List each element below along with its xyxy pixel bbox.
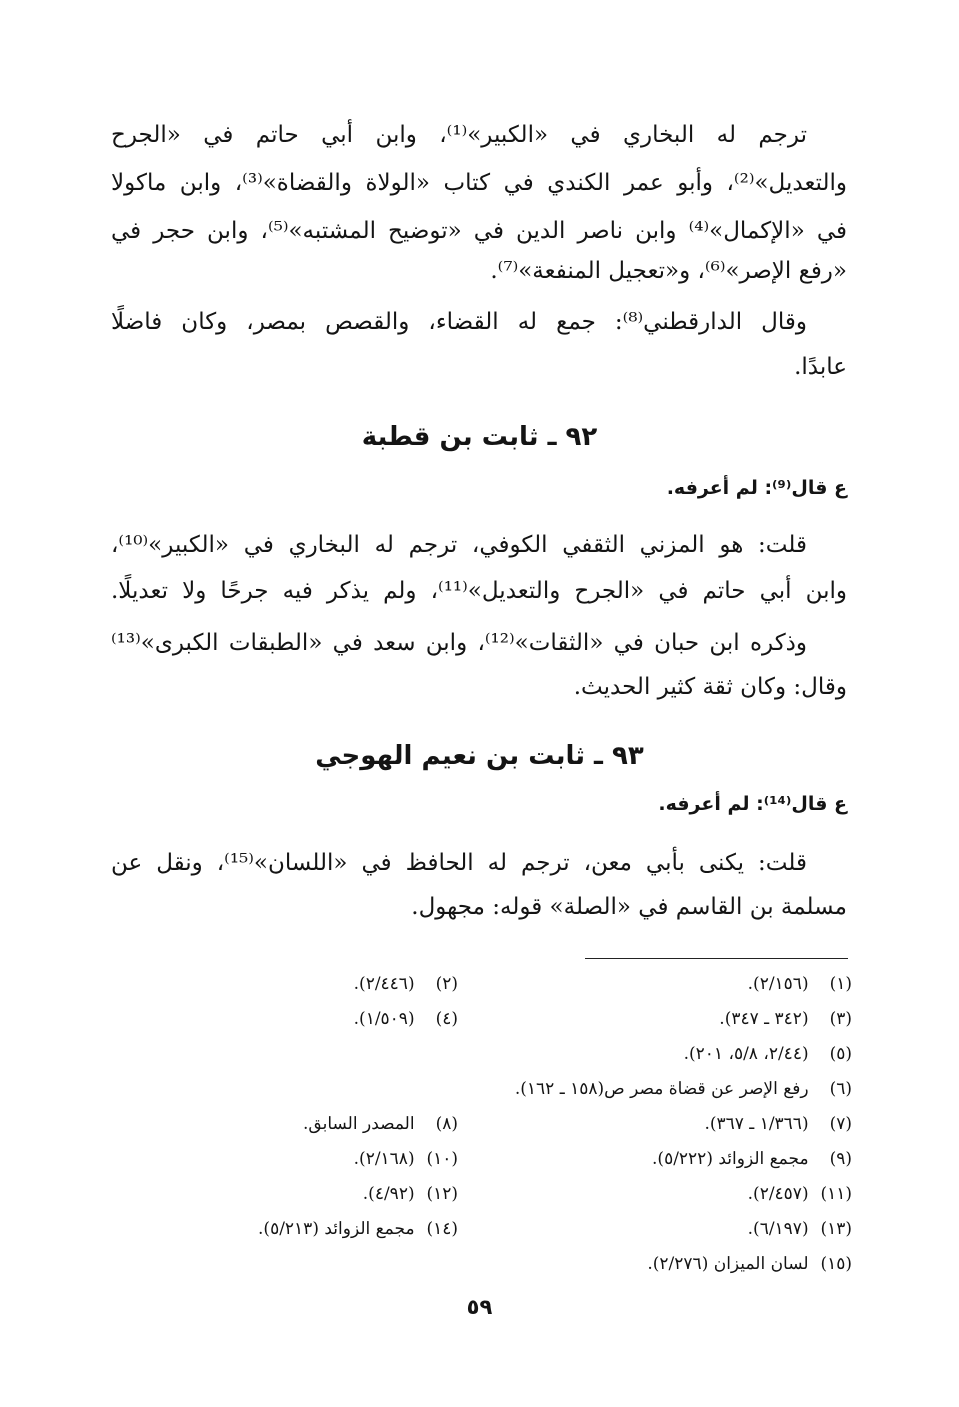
footnote-6 bbox=[515, 1073, 852, 1105]
entry-93-said: ع قال⁽¹⁴⁾: لم أعرفه. bbox=[658, 793, 847, 815]
footnote-8-number: (٨) bbox=[435, 1114, 458, 1134]
footnote-9-text: مجمع الزوائد (٥/٢٢٢). bbox=[652, 1149, 809, 1169]
footnote-10-text: (٢/١٦٨). bbox=[353, 1149, 415, 1169]
footnote-2-text: (٢/٤٤٦). bbox=[353, 974, 415, 994]
entry-92-p2-line-1: وذكره ابن حبان في «الثقات»⁽¹²⁾، وابن سعد في «الطبقات الكبرى»⁽¹³⁾ bbox=[111, 630, 807, 656]
footnote-8 bbox=[303, 1108, 458, 1140]
footnote-4-text: (١/٥٠٩). bbox=[353, 1009, 415, 1029]
footnote-8-text: المصدر السابق. bbox=[303, 1114, 415, 1134]
footnote-10 bbox=[354, 1143, 458, 1175]
footnote-10-number: (١٠) bbox=[426, 1149, 458, 1169]
footnote-7-text: (١/٣٦٦ ـ ٣٦٧). bbox=[704, 1114, 809, 1134]
footnote-1 bbox=[748, 968, 852, 1000]
footnote-1-number: (١) bbox=[829, 974, 852, 994]
footnote-3 bbox=[719, 1003, 852, 1035]
intro-line-1: ترجم له البخاري في «الكبير»⁽¹⁾، وابن أبي حاتم في «الجرح bbox=[111, 122, 807, 148]
footnote-6-text: رفع الإصر عن قضاة مصر ص(١٥٨ ـ ١٦٢). bbox=[514, 1079, 809, 1099]
footnote-2-number: (٢) bbox=[435, 974, 458, 994]
entry-93-heading: ٩٣ ـ ثابت بن نعيم الهوجي bbox=[315, 741, 644, 771]
footnote-11 bbox=[748, 1178, 852, 1210]
intro-line-2: والتعديل»⁽²⁾، وأبو عمر الكندي في كتاب «الولاة والقضاة»⁽³⁾، وابن ماكولا bbox=[111, 170, 847, 196]
footnote-3-number: (٣) bbox=[829, 1009, 852, 1029]
footnote-5 bbox=[684, 1038, 852, 1070]
entry-92-p1-line-2: وابن أبي حاتم في «الجرح والتعديل»⁽¹¹⁾، ولم يذكر فيه جرحًا ولا تعديلًا. bbox=[111, 578, 847, 604]
daraqutni-line-1: وقال الدارقطني⁽⁸⁾: جمع له القضاء، والقصص بمصر، وكان فاضلًا bbox=[111, 309, 807, 335]
daraqutni-line-2: عابدًا. bbox=[794, 354, 847, 380]
footnote-12-text: (٤/٩٢). bbox=[362, 1184, 415, 1204]
footnote-separator bbox=[585, 958, 848, 959]
footnote-13-text: (٦/١٩٧). bbox=[747, 1219, 809, 1239]
footnote-5-number: (٥) bbox=[829, 1044, 852, 1064]
intro-line-4: «رفع الإصر»⁽⁶⁾، و«تعجيل المنفعة»⁽⁷⁾. bbox=[490, 258, 847, 284]
footnote-7-number: (٧) bbox=[829, 1114, 852, 1134]
footnote-15-number: (١٥) bbox=[820, 1254, 852, 1274]
footnote-13 bbox=[748, 1213, 852, 1245]
footnote-1-text: (٢/١٥٦). bbox=[747, 974, 809, 994]
footnote-14-text: مجمع الزوائد (٥/٢١٣). bbox=[258, 1219, 415, 1239]
footnote-11-number: (١١) bbox=[820, 1184, 852, 1204]
footnote-4-number: (٤) bbox=[435, 1009, 458, 1029]
footnote-15 bbox=[647, 1248, 852, 1280]
footnote-3-text: (٣٤٢ ـ ٣٤٧). bbox=[719, 1009, 809, 1029]
footnote-15-text: لسان الميزان (٢/٢٧٦). bbox=[647, 1254, 809, 1274]
footnote-13-number: (١٣) bbox=[820, 1219, 852, 1239]
footnote-14-number: (١٤) bbox=[426, 1219, 458, 1239]
footnote-4 bbox=[354, 1003, 458, 1035]
footnote-14 bbox=[258, 1213, 458, 1245]
footnote-6-number: (٦) bbox=[829, 1079, 852, 1099]
footnote-2 bbox=[354, 968, 458, 1000]
entry-93-p1-line-2: مسلمة بن القاسم في «الصلة» قوله: مجهول. bbox=[411, 894, 847, 920]
footnote-5-text: (٢/٤٤، ٥/٨، ٢٠١). bbox=[683, 1044, 809, 1064]
footnote-11-text: (٢/٤٥٧). bbox=[747, 1184, 809, 1204]
footnote-12-number: (١٢) bbox=[426, 1184, 458, 1204]
entry-92-heading: ٩٢ ـ ثابت بن قطبة bbox=[361, 422, 598, 452]
footnote-12 bbox=[363, 1178, 458, 1210]
page-number: ٥٩ bbox=[466, 1295, 493, 1319]
intro-line-3: في «الإكمال»⁽⁴⁾ وابن ناصر الدين في «توضيح المشتبه»⁽⁵⁾، وابن حجر في bbox=[111, 218, 847, 244]
footnote-9-number: (٩) bbox=[829, 1149, 852, 1169]
footnote-9 bbox=[652, 1143, 852, 1175]
entry-92-said: ع قال⁽⁹⁾: لم أعرفه. bbox=[666, 477, 847, 499]
entry-92-p1-line-1: قلت: هو المزني الثقفي الكوفي، ترجم له البخاري في «الكبير»⁽¹⁰⁾، bbox=[111, 532, 807, 558]
entry-93-p1-line-1: قلت: يكنى بأبي معن، ترجم له الحافظ في «اللسان»⁽¹⁵⁾، ونقل عن bbox=[111, 850, 807, 876]
entry-92-p2-line-2: وقال: وكان ثقة كثير الحديث. bbox=[573, 674, 847, 700]
footnote-7 bbox=[704, 1108, 852, 1140]
